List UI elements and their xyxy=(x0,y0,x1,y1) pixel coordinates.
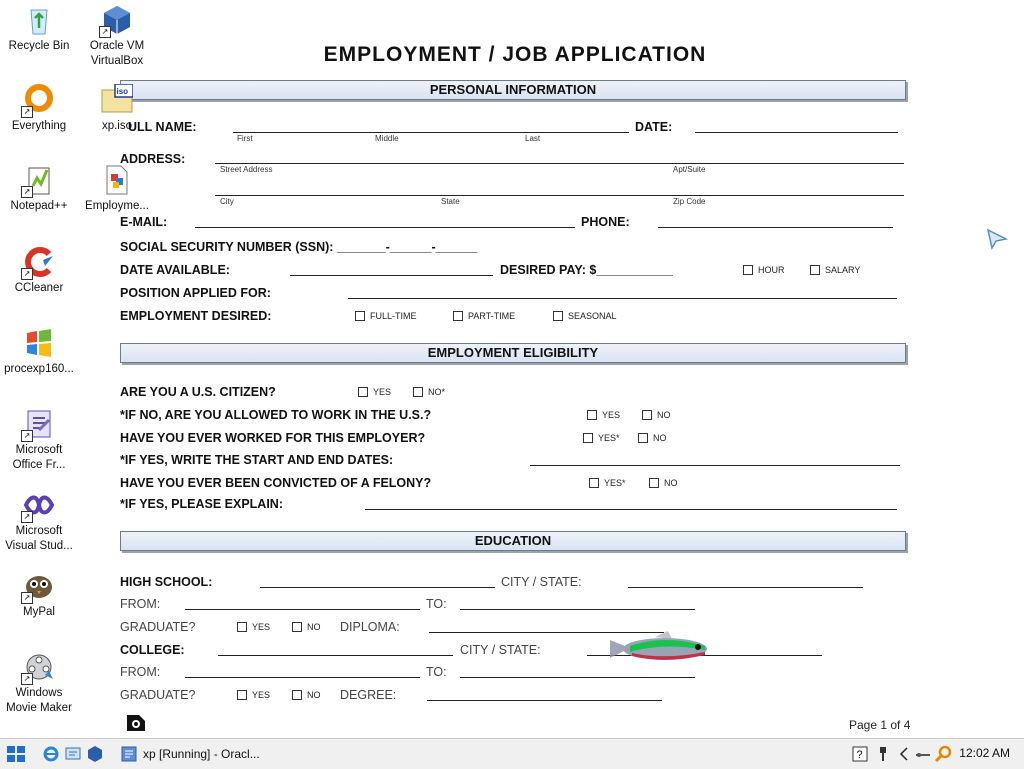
dates-field[interactable] xyxy=(530,465,900,466)
quicklaunch-ie[interactable] xyxy=(42,744,60,764)
email-label: E-MAIL: xyxy=(120,215,168,229)
shortcut-arrow-icon: ↗ xyxy=(21,673,33,685)
hs-graduate-no-checkbox[interactable] xyxy=(292,622,302,632)
svg-text:iso: iso xyxy=(116,87,129,96)
usb-icon xyxy=(876,745,890,763)
city-sublabel: City xyxy=(220,197,234,206)
salary-option[interactable] xyxy=(810,265,860,275)
allowed-yes-checkbox[interactable] xyxy=(587,410,597,420)
document-page xyxy=(115,0,915,738)
worked-yes-option[interactable] xyxy=(583,433,620,443)
seasonal-checkbox[interactable] xyxy=(553,311,563,321)
hs-from-field[interactable] xyxy=(185,609,420,610)
help-icon xyxy=(852,746,868,762)
allowed-to-work-question: *IF NO, ARE YOU ALLOWED TO WORK IN THE U.S.? xyxy=(120,408,432,422)
shortcut-arrow-icon: ↗ xyxy=(21,268,33,280)
college-graduate-no-option[interactable] xyxy=(292,690,321,700)
mypal-icon xyxy=(23,570,55,602)
hs-graduate-yes-label: YES xyxy=(252,622,271,632)
shortcut-arrow-icon: ↗ xyxy=(21,106,33,118)
movie-maker-icon xyxy=(23,651,55,683)
employment-desired-label: EMPLOYMENT DESIRED: xyxy=(120,309,272,323)
high-school-field[interactable] xyxy=(260,587,495,588)
internet-explorer-icon xyxy=(42,745,60,763)
tray-network[interactable] xyxy=(914,744,932,764)
college-graduate-no-checkbox[interactable] xyxy=(292,690,302,700)
felony-no-option[interactable] xyxy=(649,478,678,488)
show-desktop-icon xyxy=(64,745,82,763)
desktop-icon-label: procexp160... xyxy=(4,363,74,375)
worked-no-checkbox[interactable] xyxy=(638,433,648,443)
email-field[interactable] xyxy=(195,227,575,228)
desktop-icon-movie-maker[interactable] xyxy=(0,651,78,716)
part-time-label: PART-TIME xyxy=(468,311,516,321)
position-field[interactable] xyxy=(348,298,897,299)
date-available-field[interactable] xyxy=(290,275,493,276)
zip-sublabel: Zip Code xyxy=(673,197,706,206)
svg-text:?: ? xyxy=(856,749,863,761)
street-address-field[interactable] xyxy=(215,163,904,164)
seasonal-label: SEASONAL xyxy=(568,311,617,321)
college-graduate-yes-option[interactable] xyxy=(237,690,270,700)
hour-checkbox[interactable] xyxy=(743,265,753,275)
cursor-arrow-icon xyxy=(986,228,1010,250)
taskbar-button-virtualbox-running[interactable] xyxy=(120,744,270,764)
tray-expand[interactable] xyxy=(898,744,910,764)
shortcut-arrow-icon: ↗ xyxy=(21,511,33,523)
worked-no-label: NO xyxy=(653,433,667,443)
degree-label: DEGREE: xyxy=(340,688,397,702)
allowed-no-label: NO xyxy=(657,410,671,420)
hs-to-label: TO: xyxy=(426,597,447,611)
college-city-state-label: CITY / STATE: xyxy=(460,643,541,657)
felony-yes-option[interactable] xyxy=(589,478,626,488)
full-time-label: FULL-TIME xyxy=(370,311,417,321)
tray-usb[interactable] xyxy=(876,744,890,764)
section-education: EDUCATION xyxy=(120,531,906,551)
network-icon xyxy=(914,745,932,763)
last-sublabel: Last xyxy=(525,134,541,143)
position-label: POSITION APPLIED FOR: xyxy=(120,286,271,300)
college-graduate-no-label: NO xyxy=(307,690,321,700)
state-sublabel: State xyxy=(441,197,460,206)
worked-no-option[interactable] xyxy=(638,433,667,443)
full-name-field[interactable] xyxy=(233,132,629,133)
process-explorer-icon xyxy=(23,327,55,359)
felony-question: HAVE YOU EVER BEEN CONVICTED OF A FELONY? xyxy=(120,476,432,490)
diploma-label: DIPLOMA: xyxy=(340,620,400,634)
citizen-no-option[interactable] xyxy=(413,387,445,397)
visual-studio-icon xyxy=(23,489,55,521)
taskbar-clock[interactable]: 12:02 AM xyxy=(959,746,1010,760)
date-available-label: DATE AVAILABLE: xyxy=(120,263,230,277)
desktop-icon-procexp[interactable] xyxy=(0,327,78,377)
allowed-no-checkbox[interactable] xyxy=(642,410,652,420)
college-field[interactable] xyxy=(218,655,453,656)
full-time-option[interactable] xyxy=(355,311,417,321)
full-time-checkbox[interactable] xyxy=(355,311,365,321)
desktop-icon-label: Everything xyxy=(11,120,67,132)
desktop-icon-label: MyPal xyxy=(23,606,55,618)
hs-graduate-yes-option[interactable] xyxy=(237,622,270,632)
desktop-icon-label: Employme... xyxy=(85,200,149,212)
seasonal-option[interactable] xyxy=(553,311,617,321)
desktop-icon-recycle-bin[interactable] xyxy=(0,4,78,54)
form-logo-icon xyxy=(125,713,147,733)
city-state-zip-field[interactable] xyxy=(215,195,904,196)
salary-option-label: SALARY xyxy=(825,265,861,275)
quicklaunch-show-desktop[interactable] xyxy=(64,744,82,764)
document-icon xyxy=(101,164,133,196)
phone-label: PHONE: xyxy=(581,215,630,229)
college-to-label: TO: xyxy=(426,665,447,679)
citizen-yes-label: YES xyxy=(373,387,392,397)
part-time-checkbox[interactable] xyxy=(453,311,463,321)
first-sublabel: First xyxy=(237,134,253,143)
worked-yes-label: YES* xyxy=(598,433,620,443)
desktop-icon-mypal[interactable] xyxy=(0,570,78,620)
desktop-icon-employment-doc[interactable] xyxy=(78,164,156,214)
college-to-field[interactable] xyxy=(460,677,695,678)
hour-option-label: HOUR xyxy=(758,265,785,275)
taskbar xyxy=(0,738,1024,769)
part-time-option[interactable] xyxy=(453,311,515,321)
felony-no-checkbox[interactable] xyxy=(649,478,659,488)
windows-logo-icon xyxy=(6,745,26,763)
desktop-icon-label: Oracle VM VirtualBox xyxy=(89,40,145,67)
hs-city-state-field[interactable] xyxy=(628,587,863,588)
iso-icon xyxy=(101,84,133,116)
citizen-yes-checkbox[interactable] xyxy=(358,387,368,397)
dates-question: *IF YES, WRITE THE START AND END DATES: xyxy=(120,453,394,467)
section-employment-eligibility: EMPLOYMENT ELIGIBILITY xyxy=(120,343,906,363)
hs-to-field[interactable] xyxy=(460,609,695,610)
allowed-yes-label: YES xyxy=(602,410,621,420)
shortcut-arrow-icon: ↗ xyxy=(99,26,111,38)
hs-from-label: FROM: xyxy=(120,597,161,611)
virtualbox-small-icon xyxy=(86,745,104,763)
felony-no-label: NO xyxy=(664,478,678,488)
tray-search[interactable] xyxy=(934,744,952,764)
virtualbox-icon xyxy=(101,4,133,36)
college-graduate-label: GRADUATE? xyxy=(120,688,196,702)
hs-city-state-label: CITY / STATE: xyxy=(501,575,582,589)
desktop-icon-xp-iso[interactable] xyxy=(78,84,156,134)
desktop-icon-ccleaner[interactable] xyxy=(0,246,78,296)
hour-option[interactable] xyxy=(743,265,785,275)
shortcut-arrow-icon: ↗ xyxy=(21,186,33,198)
hs-graduate-no-label: NO xyxy=(307,622,321,632)
desktop-icon-label: CCleaner xyxy=(14,282,64,294)
apt-sublabel: Apt/Suite xyxy=(673,165,706,174)
desktop-icon-visual-studio[interactable] xyxy=(0,489,78,554)
hs-graduate-label: GRADUATE? xyxy=(120,620,196,634)
desktop-icon-virtualbox[interactable] xyxy=(78,4,156,69)
degree-field[interactable] xyxy=(427,700,662,701)
desktop-icon-label: Recycle Bin xyxy=(8,40,70,52)
desktop-icon-label: xp.iso xyxy=(101,120,133,132)
recycle-bin-icon xyxy=(23,4,55,36)
worked-yes-checkbox[interactable] xyxy=(583,433,593,443)
taskbar-button-label: xp [Running] - Oracl... xyxy=(143,747,260,761)
college-from-label: FROM: xyxy=(120,665,161,679)
desktop-icon-label: Windows Movie Maker xyxy=(6,687,72,714)
notepad-plus-plus-icon xyxy=(23,164,55,196)
salary-checkbox[interactable] xyxy=(810,265,820,275)
college-from-field[interactable] xyxy=(185,677,420,678)
everything-icon xyxy=(23,84,55,116)
hs-graduate-no-option[interactable] xyxy=(292,622,321,632)
phone-field[interactable] xyxy=(658,227,893,228)
felony-yes-checkbox[interactable] xyxy=(589,478,599,488)
desktop-icon-label: Notepad++ xyxy=(10,200,68,212)
shortcut-arrow-icon: ↗ xyxy=(21,592,33,604)
college-graduate-yes-checkbox[interactable] xyxy=(237,690,247,700)
street-sublabel: Street Address xyxy=(220,165,273,174)
tray-help[interactable] xyxy=(852,744,868,764)
worked-before-question: HAVE YOU EVER WORKED FOR THIS EMPLOYER? xyxy=(120,431,426,445)
full-name-label: ULL NAME: xyxy=(128,120,197,134)
page-number: Page 1 of 4 xyxy=(849,718,911,732)
citizen-no-checkbox[interactable] xyxy=(413,387,423,397)
felony-yes-label: YES* xyxy=(604,478,626,488)
allowed-no-option[interactable] xyxy=(642,410,671,420)
desired-pay-label: DESIRED PAY: $___________ xyxy=(500,263,673,277)
ccleaner-icon xyxy=(23,246,55,278)
desktop-icon-notepad-plus-plus[interactable] xyxy=(0,164,78,214)
citizen-question: ARE YOU A U.S. CITIZEN? xyxy=(120,385,276,399)
date-label: DATE: xyxy=(635,120,673,134)
section-personal-information: PERSONAL INFORMATION xyxy=(120,80,906,100)
date-field[interactable] xyxy=(695,132,898,133)
address-label: ADDRESS: xyxy=(120,152,186,166)
shortcut-arrow-icon: ↗ xyxy=(21,430,33,442)
explain-question: *IF YES, PLEASE EXPLAIN: xyxy=(120,497,284,511)
desktop-icon-office[interactable] xyxy=(0,408,78,473)
high-school-label: HIGH SCHOOL: xyxy=(120,575,213,589)
allowed-yes-option[interactable] xyxy=(587,410,620,420)
quicklaunch-virtualbox[interactable] xyxy=(86,744,104,764)
virtualbox-window-icon xyxy=(120,745,138,763)
citizen-yes-option[interactable] xyxy=(358,387,391,397)
hs-graduate-yes-checkbox[interactable] xyxy=(237,622,247,632)
fish-decoration-icon xyxy=(610,628,715,670)
college-label: COLLEGE: xyxy=(120,643,185,657)
middle-sublabel: Middle xyxy=(375,134,399,143)
college-graduate-yes-label: YES xyxy=(252,690,271,700)
ssn-label: SOCIAL SECURITY NUMBER (SSN): _______-______-______ xyxy=(120,240,478,254)
desktop-icon-label: Microsoft Visual Stud... xyxy=(5,525,73,552)
magnifier-icon xyxy=(934,745,952,763)
citizen-no-label: NO* xyxy=(428,387,446,397)
document-title: EMPLOYMENT / JOB APPLICATION xyxy=(323,43,707,66)
office-icon xyxy=(23,408,55,440)
chevron-left-icon xyxy=(898,745,910,763)
desktop-icon-everything[interactable] xyxy=(0,84,78,134)
desktop-icon-label: Microsoft Office Fr... xyxy=(12,444,66,471)
start-button[interactable] xyxy=(6,744,26,764)
explain-field[interactable] xyxy=(365,509,897,510)
